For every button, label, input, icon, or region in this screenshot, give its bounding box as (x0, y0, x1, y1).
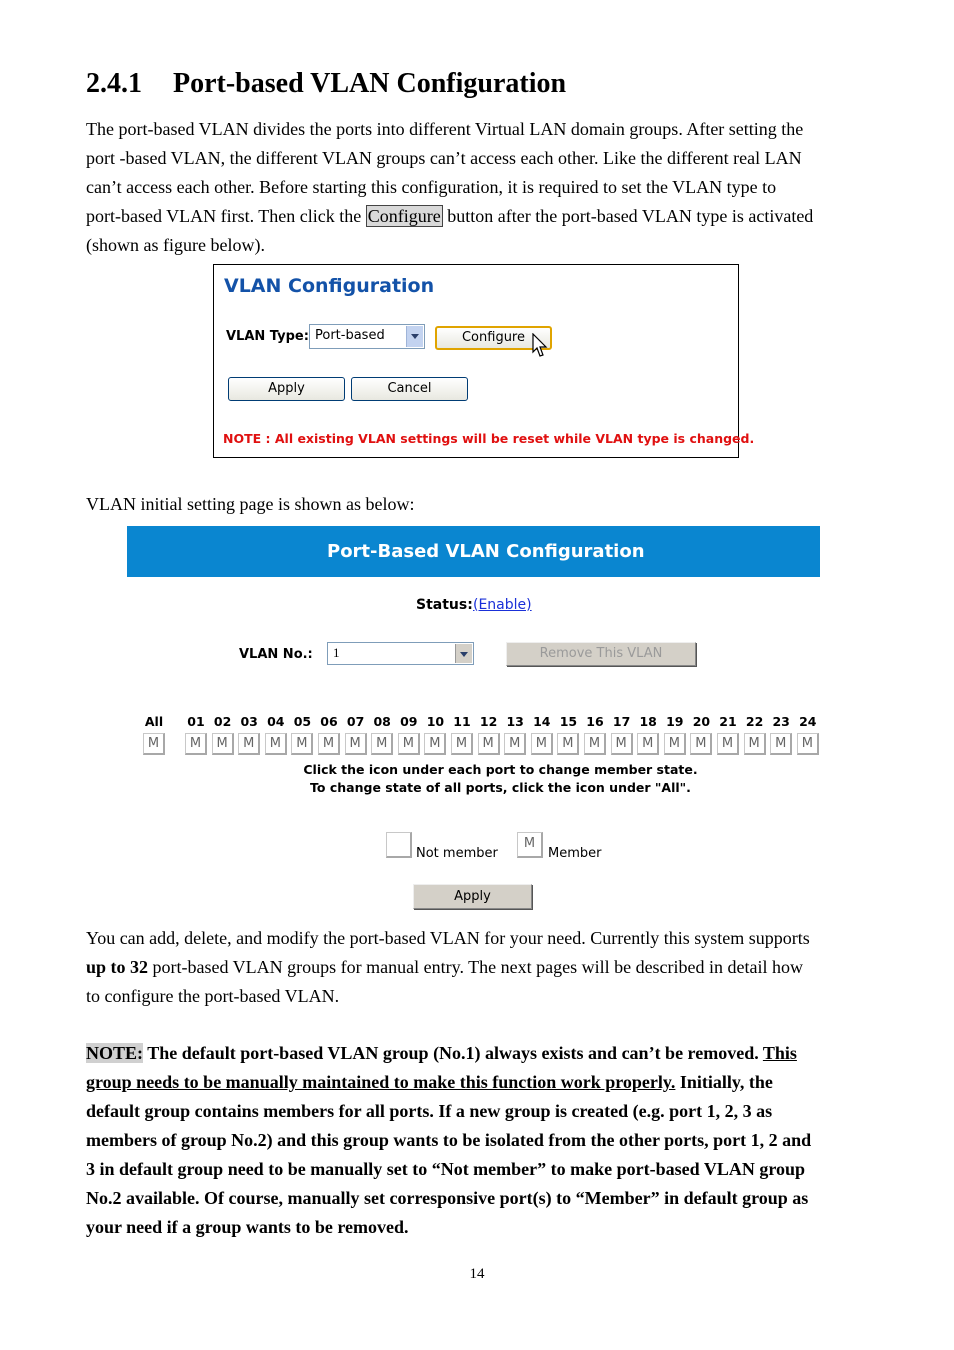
note-line1-underline: This (762, 1043, 797, 1063)
port-label: 11 (453, 714, 471, 729)
not-member-icon (386, 832, 412, 858)
cancel-button[interactable]: Cancel (351, 377, 468, 401)
port-label: 23 (772, 714, 790, 729)
support-line2-rest: port-based VLAN groups for manual entry. The next pages will be described in detail how (148, 957, 804, 977)
intro-line: port -based VLAN, the different VLAN groups can’t access each other. Like the different real LAN (86, 148, 802, 168)
port-member-toggle[interactable]: M (478, 733, 500, 755)
port-member-toggle[interactable]: M (584, 733, 606, 755)
section-heading (86, 68, 566, 100)
configure-button[interactable]: Configure (435, 326, 552, 350)
status-label: Status: (416, 597, 473, 613)
port-label: 07 (346, 714, 365, 729)
port-label: 02 (213, 714, 232, 729)
intro-line: (shown as figure below). (86, 235, 265, 255)
port-label: 01 (187, 714, 205, 729)
support-line: to configure the port-based VLAN. (86, 986, 340, 1006)
port-vlan-banner: Port-Based VLAN Configuration (127, 526, 820, 577)
port-label: 17 (612, 714, 631, 729)
port-label: 04 (267, 714, 285, 729)
chevron-down-icon (455, 644, 472, 663)
legend-not-member: Not member (416, 846, 498, 861)
all-ports-toggle[interactable]: M (143, 733, 165, 755)
page-number: 14 (469, 1266, 485, 1282)
port-instruction-1: Click the icon under each port to change member state. (303, 762, 698, 777)
section-number: 2.4.1 (86, 68, 142, 99)
port-member-toggle[interactable]: M (744, 733, 766, 755)
support-line: You can add, delete, and modify the port-based VLAN for your need. Currently this system supports (86, 928, 810, 948)
port-member-toggle[interactable]: M (797, 733, 819, 755)
remove-vlan-button[interactable]: Remove This VLAN (506, 642, 696, 666)
port-label: 21 (719, 714, 737, 729)
port-label: 20 (692, 714, 711, 729)
port-member-toggle[interactable]: M (291, 733, 313, 755)
port-member-toggle[interactable]: M (637, 733, 659, 755)
intro-line (86, 202, 876, 231)
port-label: 24 (799, 714, 817, 729)
vlan-no-label: VLAN No.: (239, 647, 313, 662)
intro-line: can’t access each other. Before starting this configuration, it is required to set the VLAN type to (86, 177, 777, 197)
support-paragraph (86, 924, 876, 1011)
support-line (86, 953, 876, 982)
port-label: 10 (426, 714, 445, 729)
vlan-type-warning: NOTE : All existing VLAN settings will be reset while VLAN type is changed. (223, 431, 755, 446)
port-label: 08 (373, 714, 391, 729)
port-member-toggle[interactable]: M (531, 733, 553, 755)
member-icon: M (517, 832, 543, 858)
port-label: 09 (400, 714, 418, 729)
legend-member: Member (548, 846, 602, 861)
port-member-toggle[interactable]: M (611, 733, 633, 755)
port-member-toggle[interactable]: M (557, 733, 579, 755)
vlan-no-select[interactable] (327, 642, 474, 665)
intro-line4-tail: button after the port-based VLAN type is activated (447, 206, 814, 226)
port-label: 03 (240, 714, 258, 729)
port-instruction-2: To change state of all ports, click the icon under "All". (310, 780, 691, 795)
note-line (86, 1068, 876, 1097)
cursor-icon (532, 333, 548, 359)
port-label: 06 (320, 714, 338, 729)
port-label: 14 (533, 714, 551, 729)
port-label: 05 (293, 714, 312, 729)
section-title: Port-based VLAN Configuration (173, 68, 567, 99)
port-member-toggle[interactable]: M (424, 733, 446, 755)
note-line: default group contains members for all ports. If a new group is created (e.g. port 1, 2, 3 as (86, 1101, 773, 1121)
port-label: 15 (559, 714, 578, 729)
note-line1-text: The default port-based VLAN group (No.1) always exists and can’t be removed. (143, 1043, 763, 1063)
port-member-toggle[interactable]: M (664, 733, 686, 755)
note-line: your need if a group wants to be removed. (86, 1217, 409, 1237)
port-member-toggle[interactable]: M (265, 733, 287, 755)
configure-inline-label: Configure (367, 206, 441, 226)
note-line (86, 1039, 876, 1068)
note-paragraph (86, 1039, 876, 1242)
status-enable-link[interactable]: (Enable) (473, 597, 532, 613)
port-member-toggle[interactable]: M (345, 733, 367, 755)
note-line2-text: Initially, the (675, 1072, 773, 1092)
vlan-type-select[interactable] (309, 324, 425, 349)
port-member-toggle[interactable]: M (398, 733, 420, 755)
port-member-toggle[interactable]: M (371, 733, 393, 755)
vlan-config-screenshot (213, 264, 755, 458)
note-line2-underline: group needs to be manually maintained to make this function work properly. (86, 1072, 676, 1092)
intro-paragraph (86, 115, 876, 260)
note-line: 3 in default group need to be manually set to “Not member” to make port-based VLAN group (86, 1159, 806, 1179)
port-member-toggle[interactable]: M (504, 733, 526, 755)
port-member-toggle[interactable]: M (451, 733, 473, 755)
vlan-config-title: VLAN Configuration (224, 275, 435, 297)
note-label: NOTE: (86, 1043, 144, 1063)
intro-line4-text: port-based VLAN first. Then click the (86, 206, 362, 226)
note-line: No.2 available. Of course, manually set corresponsive port(s) to “Member” in default group as (86, 1188, 809, 1208)
port-member-toggle[interactable]: M (318, 733, 340, 755)
initial-setting-caption: VLAN initial setting page is shown as below: (86, 494, 415, 514)
note-line: members of group No.2) and this group wants to be isolated from the other ports, port 1, 2 and (86, 1130, 812, 1150)
vlan-no-value: 1 (333, 645, 340, 660)
apply-button[interactable]: Apply (228, 377, 345, 401)
vlan-type-label: VLAN Type: (226, 329, 309, 344)
vlan-limit: up to 32 (86, 957, 149, 977)
port-member-toggle[interactable]: M (185, 733, 207, 755)
port-member-toggle[interactable]: M (717, 733, 739, 755)
port-member-toggle[interactable]: M (690, 733, 712, 755)
port-label: 18 (639, 714, 657, 729)
port-member-toggle[interactable]: M (770, 733, 792, 755)
port-label: 12 (479, 714, 498, 729)
port-label: 13 (506, 714, 524, 729)
port-label: 22 (745, 714, 764, 729)
port-member-toggle[interactable]: M (212, 733, 234, 755)
port-member-toggle[interactable]: M (238, 733, 260, 755)
vlan-type-value: Port-based (315, 328, 385, 343)
apply-members-button[interactable]: Apply (413, 884, 532, 909)
port-label: 16 (586, 714, 604, 729)
chevron-down-icon (406, 326, 423, 347)
all-ports-label: All (144, 714, 164, 729)
intro-line: The port-based VLAN divides the ports into different Virtual LAN domain groups. After setting the (86, 119, 804, 139)
port-label: 19 (666, 714, 684, 729)
